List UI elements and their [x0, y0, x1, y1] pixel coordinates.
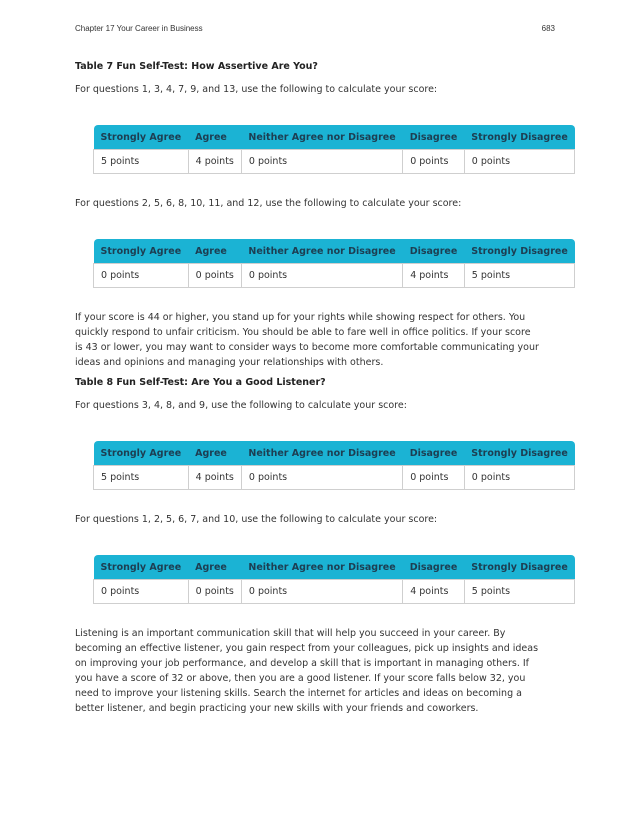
table-cell: 0 points [464, 466, 575, 490]
col-strongly-agree: Strongly Agree [94, 125, 189, 150]
table-7b-intro: For questions 2, 5, 6, 8, 10, 11, and 12, use the following to calculate your score: [75, 198, 462, 209]
col-agree: Agree [188, 441, 241, 466]
table-cell: 0 points [188, 264, 241, 288]
table-cell: 0 points [241, 264, 402, 288]
table-8b-intro: For questions 1, 2, 5, 6, 7, and 10, use the following to calculate your score: [75, 514, 438, 525]
table-7-caption: Table 7 Fun Self-Test: How Assertive Are You? [75, 61, 318, 72]
col-agree: Agree [188, 555, 241, 580]
col-strongly-disagree: Strongly Disagree [464, 239, 575, 264]
listener-result-text: Listening is an important communication skill that will help you succeed in your career. By becoming an effective listener, you gain respect from your colleagues, pick up insights and ideas on improving your job performance, and develop a skill that is important in managing others. If you have a score of 32 or above, then you are a good listener. If your score falls below 32, you need to improve your listening skills. Search the internet for articles and ideas on becoming a better listener, and begin practicing your new skills with your friends and coworkers. [75, 628, 539, 714]
table-8b [93, 555, 575, 604]
table-cell: 0 points [241, 150, 402, 174]
table-8a-intro: For questions 3, 4, 8, and 9, use the following to calculate your score: [75, 400, 407, 411]
table-cell: 0 points [188, 580, 241, 604]
col-strongly-agree: Strongly Agree [94, 555, 189, 580]
col-agree: Agree [188, 239, 241, 264]
col-strongly-disagree: Strongly Disagree [464, 125, 575, 150]
chapter-title: Chapter 17 Your Career in Business [75, 24, 203, 33]
page-number: 683 [541, 24, 555, 33]
col-neither: Neither Agree nor Disagree [241, 125, 402, 150]
table-7b [93, 239, 575, 288]
col-strongly-disagree: Strongly Disagree [464, 441, 575, 466]
col-disagree: Disagree [403, 239, 465, 264]
col-agree: Agree [188, 125, 241, 150]
table-row [94, 580, 575, 604]
col-disagree: Disagree [403, 555, 465, 580]
table-cell: 4 points [188, 466, 241, 490]
col-strongly-disagree: Strongly Disagree [464, 555, 575, 580]
col-neither: Neither Agree nor Disagree [241, 555, 402, 580]
col-strongly-agree: Strongly Agree [94, 239, 189, 264]
table-cell: 0 points [403, 150, 465, 174]
col-neither: Neither Agree nor Disagree [241, 441, 402, 466]
table-row [94, 466, 575, 490]
page-content [75, 60, 568, 716]
table-cell: 0 points [94, 264, 189, 288]
col-strongly-agree: Strongly Agree [94, 441, 189, 466]
table-cell: 4 points [403, 264, 465, 288]
table-cell: 4 points [188, 150, 241, 174]
table-cell: 0 points [241, 580, 402, 604]
table-row [94, 150, 575, 174]
col-disagree: Disagree [403, 441, 465, 466]
table-7a [93, 125, 575, 174]
table-cell: 0 points [403, 466, 465, 490]
col-neither: Neither Agree nor Disagree [241, 239, 402, 264]
col-disagree: Disagree [403, 125, 465, 150]
table-cell: 5 points [464, 580, 575, 604]
table-cell: 0 points [94, 580, 189, 604]
page-header [75, 24, 555, 36]
table-cell: 5 points [94, 466, 189, 490]
table-row [94, 264, 575, 288]
table-8a [93, 441, 575, 490]
table-cell: 4 points [403, 580, 465, 604]
table-cell: 0 points [241, 466, 402, 490]
table-7a-intro: For questions 1, 3, 4, 7, 9, and 13, use the following to calculate your score: [75, 84, 438, 95]
table-8-caption: Table 8 Fun Self-Test: Are You a Good Listener? [75, 377, 326, 388]
assertive-result-text: If your score is 44 or higher, you stand up for your rights while showing respect for others. You quickly respond to unfair criticism. You should be able to fare well in office politics. If your score is 43 or lower, you may want to consider ways to become more comfortable communicating your ideas and opinions and managing your relationships with others. [75, 312, 539, 368]
table-cell: 5 points [94, 150, 189, 174]
table-cell: 5 points [464, 264, 575, 288]
table-cell: 0 points [464, 150, 575, 174]
